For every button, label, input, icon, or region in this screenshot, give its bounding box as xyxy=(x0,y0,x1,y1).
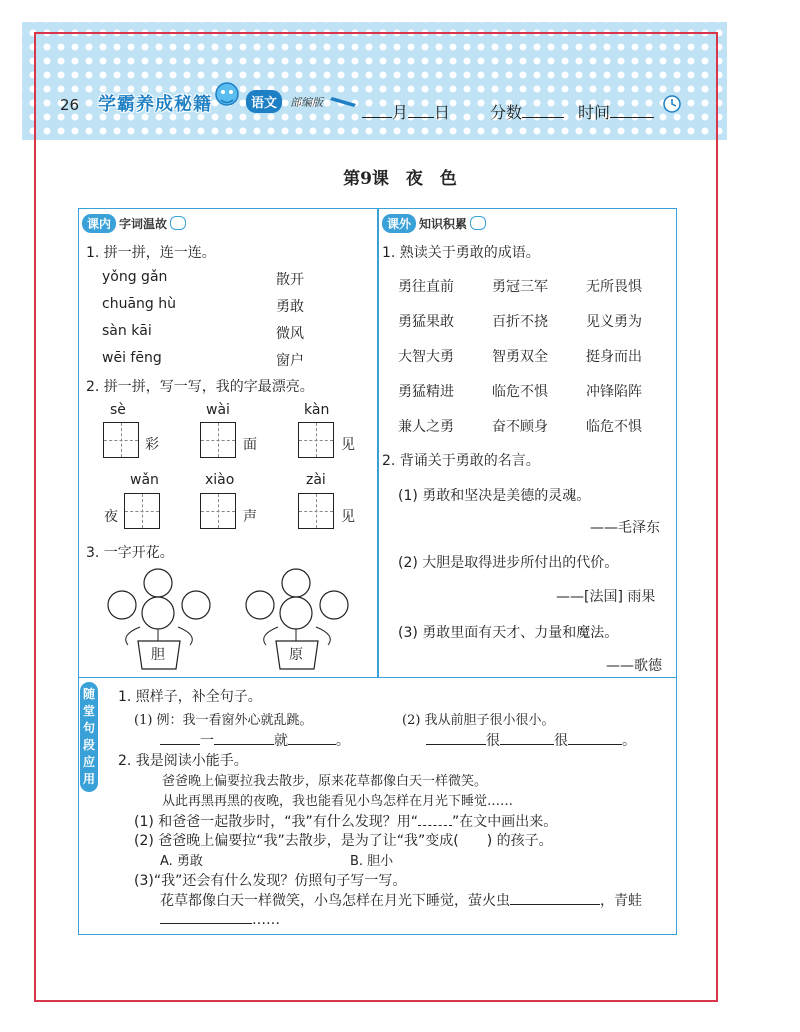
left-q3-title: 3. 一字开花。 xyxy=(86,545,174,561)
pinyin-item: chuāng hù xyxy=(102,296,176,312)
fill-connector: 很 xyxy=(554,733,568,749)
tianzige-box[interactable] xyxy=(298,422,334,458)
badge-char: 堂 xyxy=(82,704,95,718)
left-section-badge: 课内 xyxy=(82,214,116,233)
wavy-line-sample xyxy=(418,813,452,826)
fill-period: 。 xyxy=(336,733,350,749)
date-fields xyxy=(362,100,450,123)
char-pinyin: kàn xyxy=(304,402,330,418)
char-suffix: 彩 xyxy=(145,437,159,453)
quote-text: (1) 勇敢和坚决是美德的灵魂。 xyxy=(398,488,591,504)
pinyin-item: yǒng gǎn xyxy=(102,269,168,285)
quote-author: ——毛泽东 xyxy=(590,520,660,536)
example-sentence-1: (1) 例：我一看窗外心就乱跳。 xyxy=(134,713,313,728)
score-label: 分数 xyxy=(490,103,523,122)
fill-period: 。 xyxy=(622,733,636,749)
sub-question-1 xyxy=(134,811,557,831)
time-blank[interactable] xyxy=(610,103,654,118)
char-pinyin: sè xyxy=(110,402,126,418)
bottom-q2-title: 2. 我是阅读小能手。 xyxy=(118,753,248,769)
sub-question-3: (3)“我”还会有什么发现？仿照句子写一写。 xyxy=(134,873,407,889)
left-q2-title: 2. 拼一拼，写一写，我的字最漂亮。 xyxy=(86,379,314,395)
word-item: 微风 xyxy=(276,326,304,342)
fill-sentence-1 xyxy=(160,730,350,750)
left-section-header xyxy=(82,213,186,233)
reading-passage-line-1: 爸爸晚上偏要拉我去散步，原来花草都像白天一样微笑。 xyxy=(162,774,488,789)
answer-blank[interactable] xyxy=(426,732,486,745)
pen-icon xyxy=(328,96,358,110)
month-blank[interactable] xyxy=(362,103,392,118)
idiom: 智勇双全 xyxy=(492,349,548,365)
char-pinyin: wài xyxy=(206,402,230,418)
answer-blank[interactable] xyxy=(160,732,200,745)
right-section-header xyxy=(382,213,486,233)
idiom: 冲锋陷阵 xyxy=(586,384,642,400)
tianzige-box[interactable] xyxy=(103,422,139,458)
badge-char: 段 xyxy=(82,738,95,752)
day-blank[interactable] xyxy=(408,103,434,118)
right-section-title: 知识积累 xyxy=(419,216,468,231)
time-field xyxy=(578,100,654,123)
answer-blank[interactable] xyxy=(214,732,274,745)
pot-char: 原 xyxy=(289,647,303,663)
imitation-sentence-mid: ，青蛙 xyxy=(600,893,642,909)
tianzige-box[interactable] xyxy=(200,493,236,529)
imitation-sentence xyxy=(160,890,642,910)
char-suffix: 见 xyxy=(341,437,355,453)
idiom: 勇冠三军 xyxy=(492,279,548,295)
pot-char: 胆 xyxy=(151,647,165,663)
pinyin-item: sàn kāi xyxy=(102,323,152,339)
badge-char: 用 xyxy=(82,772,95,786)
idiom: 勇猛精进 xyxy=(398,384,454,400)
answer-blank[interactable] xyxy=(288,732,336,745)
book-icon xyxy=(170,216,186,230)
char-suffix: 面 xyxy=(243,437,257,453)
sub-question-2: (2) 爸爸晚上偏要拉“我”去散步，是为了让“我”变成( ) 的孩子。 xyxy=(134,833,553,849)
option-a[interactable]: A. 勇敢 xyxy=(160,854,203,869)
idiom: 临危不惧 xyxy=(492,384,548,400)
idiom: 挺身而出 xyxy=(586,349,642,365)
score-field xyxy=(490,100,564,123)
quote-author: ——[法国] 雨果 xyxy=(556,589,656,605)
sub-question-1-end: ”在文中画出来。 xyxy=(452,814,558,830)
option-b[interactable]: B. 胆小 xyxy=(350,854,394,869)
char-pinyin: xiào xyxy=(205,472,235,488)
mascot-icon xyxy=(212,80,242,110)
book-icon xyxy=(470,216,486,230)
page-number: 26 xyxy=(60,96,80,114)
tianzige-box[interactable] xyxy=(124,493,160,529)
answer-blank[interactable] xyxy=(568,732,622,745)
idiom: 见义勇为 xyxy=(586,314,642,330)
right-q2-title: 2. 背诵关于勇敢的名言。 xyxy=(382,453,540,469)
idiom: 百折不挠 xyxy=(492,314,548,330)
sub-question-1-text: (1) 和爸爸一起散步时，“我”有什么发现？用“ xyxy=(134,814,419,830)
answer-blank[interactable] xyxy=(510,892,600,905)
day-label: 日 xyxy=(434,103,451,122)
imitation-sentence-end xyxy=(160,911,280,928)
time-label: 时间 xyxy=(578,103,611,122)
bottom-section-badge xyxy=(80,682,98,792)
tianzige-box[interactable] xyxy=(200,422,236,458)
idiom: 临危不惧 xyxy=(586,419,642,435)
quote-text: (2) 大胆是取得进步所付出的代价。 xyxy=(398,555,619,571)
series-title: 学霸养成秘籍 xyxy=(98,94,212,115)
idiom: 勇往直前 xyxy=(398,279,454,295)
badge-char: 句 xyxy=(82,721,95,735)
lesson-title: 第9课 夜 色 xyxy=(343,169,457,189)
char-pinyin: wǎn xyxy=(130,472,159,488)
example-sentence-2: (2) 我从前胆子很小很小。 xyxy=(402,713,555,728)
badge-char: 应 xyxy=(82,755,95,769)
right-section-badge: 课外 xyxy=(382,214,416,233)
left-section-title: 字词温故 xyxy=(119,216,168,231)
word-item: 散开 xyxy=(276,272,304,288)
char-prefix: 夜 xyxy=(104,509,118,525)
bottom-q1-title: 1. 照样子，补全句子。 xyxy=(118,689,262,705)
clock-icon xyxy=(662,94,682,114)
idiom: 无所畏惧 xyxy=(586,279,642,295)
idiom: 勇猛果敢 xyxy=(398,314,454,330)
idiom: 大智大勇 xyxy=(398,349,454,365)
left-q1-title: 1. 拼一拼，连一连。 xyxy=(86,245,216,261)
edition-label: 部编版 xyxy=(290,96,323,109)
quote-author: ——歌德 xyxy=(606,658,662,674)
tianzige-box[interactable] xyxy=(298,493,334,529)
reading-passage-line-2: 从此再黑再黑的夜晚，我也能看见小鸟怎样在月光下睡觉…… xyxy=(162,794,514,809)
answer-blank[interactable] xyxy=(500,732,554,745)
imitation-sentence-text: 花草都像白天一样微笑，小鸟怎样在月光下睡觉，萤火虫 xyxy=(160,893,510,909)
word-item: 窗户 xyxy=(276,353,304,369)
subject-badge: 语文 xyxy=(246,90,282,113)
fill-connector: 就 xyxy=(274,733,288,749)
ellipsis: …… xyxy=(252,912,280,928)
word-item: 勇敢 xyxy=(276,299,304,315)
top-box-divider xyxy=(377,208,379,678)
fill-connector: 一 xyxy=(200,733,214,749)
char-suffix: 声 xyxy=(243,509,257,525)
fill-connector: 很 xyxy=(486,733,500,749)
char-pinyin: zài xyxy=(306,472,326,488)
char-suffix: 见 xyxy=(341,509,355,525)
right-q1-title: 1. 熟读关于勇敢的成语。 xyxy=(382,245,540,261)
pinyin-item: wēi fēng xyxy=(102,350,162,366)
idiom: 奋不顾身 xyxy=(492,419,548,435)
answer-blank[interactable] xyxy=(160,911,252,924)
month-label: 月 xyxy=(392,103,409,122)
badge-char: 随 xyxy=(82,687,95,701)
quote-text: (3) 勇敢里面有天才、力量和魔法。 xyxy=(398,625,619,641)
idiom: 兼人之勇 xyxy=(398,419,454,435)
fill-sentence-2 xyxy=(426,730,636,750)
score-blank[interactable] xyxy=(522,103,564,118)
